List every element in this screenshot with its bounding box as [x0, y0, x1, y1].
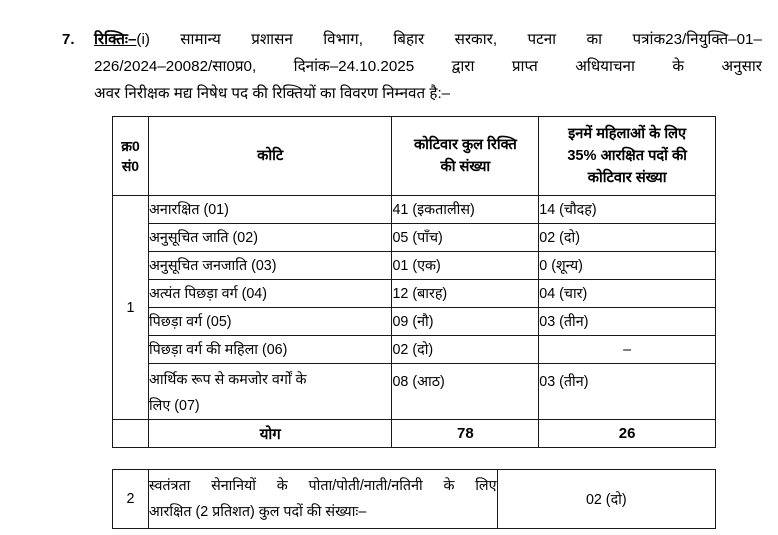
- table-header-row: [113, 117, 716, 196]
- total-row-label: योग: [148, 420, 392, 448]
- women-reserved-count: 03 (तीन): [539, 364, 716, 420]
- paragraph-word: प्रशासन: [251, 31, 293, 48]
- women-header-line-2: 35% आरक्षित पदों की: [567, 148, 687, 164]
- table-row: [113, 308, 716, 336]
- paragraph-body: [94, 26, 762, 107]
- freedom-fighter-table-body: [113, 470, 716, 529]
- paragraph-word: का: [320, 85, 336, 102]
- column-header-women-reserved: [539, 117, 716, 196]
- total-vacancies: 12 (बारह): [392, 280, 539, 308]
- category-line-2: लिए (07): [148, 398, 200, 414]
- total-row-women-reserved: 26: [539, 420, 716, 448]
- paragraph-word: पत्रांक23/नियुक्ति–01–: [632, 31, 762, 48]
- column-header-category: कोटि: [148, 117, 392, 196]
- paragraph-word: के: [672, 58, 685, 75]
- description-word: के: [443, 478, 455, 494]
- table-row: [113, 364, 716, 420]
- paragraph-word: दिनांक–24.10.2025: [293, 58, 415, 75]
- total-vacancies: 02 (दो): [392, 336, 539, 364]
- category-line-1: आर्थिक रूप से कमजोर वर्गों के: [148, 372, 307, 388]
- description-line-1: [149, 473, 497, 499]
- vacancy-label: रिक्तिः–: [94, 31, 137, 48]
- paragraph-word: की: [252, 85, 268, 102]
- vacancy-paragraph: [62, 26, 762, 107]
- table-row: [113, 280, 716, 308]
- serial-header-line-1: क्र0: [121, 138, 140, 154]
- women-reserved-count: 0 (शून्य): [539, 252, 716, 280]
- total-vacancies: 09 (नौ): [392, 308, 539, 336]
- category-name: [148, 364, 392, 420]
- paragraph-lead: [94, 26, 150, 53]
- description-word: लिए: [475, 478, 497, 494]
- women-reserved-count: –: [539, 336, 716, 364]
- total-vacancies: 01 (एक): [392, 252, 539, 280]
- category-name: अनुसूचित जनजाति (03): [148, 252, 392, 280]
- vacancy-table-body: [113, 196, 716, 448]
- paragraph-word: मद्य: [173, 85, 193, 102]
- paragraph-word: प्राप्त: [511, 58, 538, 75]
- paragraph-word: रिक्तियों: [272, 85, 316, 102]
- women-header-line-3: कोटिवार संख्या: [587, 170, 667, 186]
- description-line-2: आरक्षित (2 प्रतिशत) कुल पदों की संख्याः–: [148, 504, 367, 520]
- reservation-description: [148, 470, 497, 529]
- total-vacancies: 08 (आठ): [392, 364, 539, 420]
- row-serial-number: 2: [113, 470, 149, 529]
- paragraph-word: 226/2024–20082/सा0प्र0,: [94, 58, 257, 75]
- roman-numeral: (i): [136, 31, 150, 48]
- description-word: स्वतंत्रता: [148, 478, 191, 494]
- paragraph-word: पद: [231, 85, 249, 102]
- category-name: पिछड़ा वर्ग (05): [148, 308, 392, 336]
- paragraph-word: अवर: [94, 85, 121, 102]
- description-word: सेनानियों: [211, 478, 257, 494]
- total-vacancies: 05 (पाँच): [392, 224, 539, 252]
- table-total-row: [113, 420, 716, 448]
- serial-header-line-2: सं0: [121, 158, 140, 174]
- column-header-serial: [113, 117, 149, 196]
- paragraph-line-2: [94, 53, 762, 80]
- total-header-line-1: कोटिवार कुल रिक्ति: [413, 137, 517, 153]
- paragraph-word: का: [586, 31, 603, 48]
- vacancy-table-header: [113, 117, 716, 196]
- column-header-total-vacancies: [392, 117, 539, 196]
- description-word: के: [276, 478, 288, 494]
- table-row: [113, 196, 716, 224]
- table-row: [113, 252, 716, 280]
- women-header-line-1: इनमें महिलाओं के लिए: [568, 126, 687, 142]
- table-row: [113, 470, 716, 529]
- category-name: अनारक्षित (01): [148, 196, 392, 224]
- total-row-serial-blank: [113, 420, 149, 448]
- group-serial-number: 1: [113, 196, 149, 420]
- paragraph-word: बिहार: [393, 31, 425, 48]
- total-header-line-2: की संख्या: [440, 159, 491, 175]
- paragraph-word: विभाग,: [323, 31, 363, 48]
- vacancy-table: [112, 116, 716, 448]
- paragraph-word: सरकार,: [454, 31, 498, 48]
- paragraph-word: पटना: [527, 31, 557, 48]
- paragraph-word: अधियाचना: [575, 58, 635, 75]
- paragraph-word: है:–: [429, 85, 451, 102]
- women-reserved-count: 02 (दो): [539, 224, 716, 252]
- women-reserved-count: 03 (तीन): [539, 308, 716, 336]
- total-row-total-vacancies: 78: [392, 420, 539, 448]
- reserved-post-count: 02 (दो): [497, 470, 715, 529]
- paragraph-line-3: [94, 80, 762, 107]
- paragraph-number: 7.: [62, 31, 75, 48]
- paragraph-word: निम्नवत: [382, 85, 426, 102]
- category-name: अनुसूचित जाति (02): [148, 224, 392, 252]
- paragraph-word: विवरण: [339, 85, 378, 102]
- total-vacancies: 41 (इकतालीस): [392, 196, 539, 224]
- table-row: [113, 224, 716, 252]
- category-name: पिछड़ा वर्ग की महिला (06): [148, 336, 392, 364]
- women-reserved-count: 14 (चौदह): [539, 196, 716, 224]
- paragraph-word: निरीक्षक: [124, 85, 170, 102]
- paragraph-word: सामान्य: [180, 31, 221, 48]
- paragraph-word: अनुसार: [721, 58, 762, 75]
- category-name: अत्यंत पिछड़ा वर्ग (04): [148, 280, 392, 308]
- women-reserved-count: 04 (चार): [539, 280, 716, 308]
- paragraph-word: द्वारा: [451, 58, 475, 75]
- freedom-fighter-reservation-table: [112, 469, 716, 529]
- table-row: [113, 336, 716, 364]
- paragraph-line-1: [94, 26, 762, 53]
- paragraph-word: निषेध: [196, 85, 228, 102]
- description-word: पोता/पोती/नाती/नतिनी: [308, 478, 423, 494]
